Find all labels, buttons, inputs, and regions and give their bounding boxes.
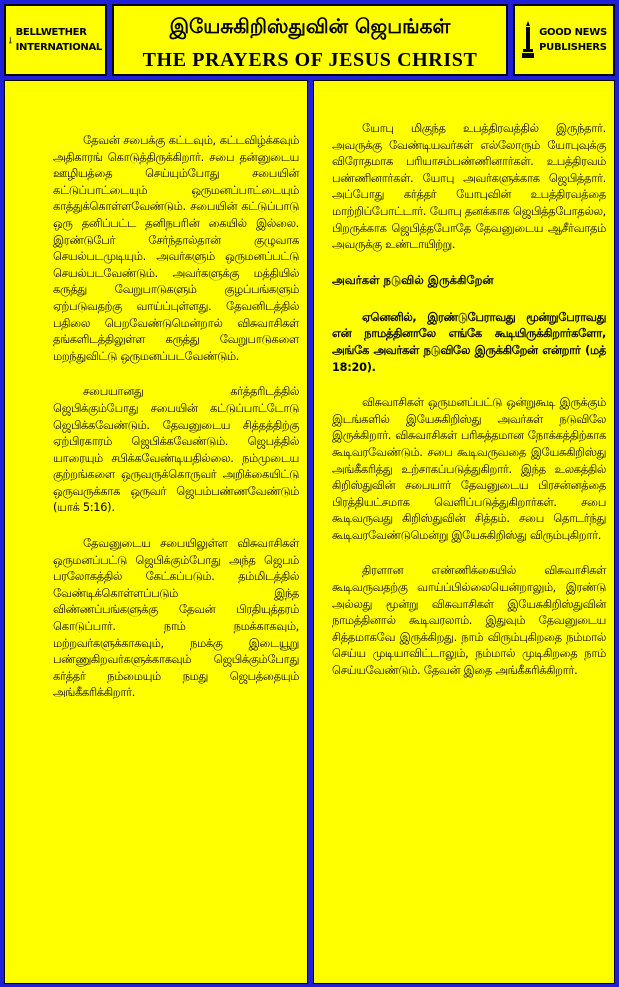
paragraph: தேவனுடைய சபையிலுள்ள விசுவாசிகள் ஒருமனப்பட்டு ஜெபிக்கும்போது அந்த ஜெபம் பரலோகத்தில் கேட்கப்படும். தம்மிடத்தில் வேண்டிக்கொள்ளப்படும் இந்த விண்ணப்பங்களுக்கு தேவன் பிரதியுத்தரம் கொடுப்பார். நாம் நமக்காகவும், மற்றவர்களுக்காகவும், நமக்கு இடையூறு பண்ணுகிறவர்களுக்காகவும் ஜெபிக்கும்போது கர்த்தர் நம்மையும் நமது ஜெபத்தையும் அங்கீகரிக்கிறார். [53,537,299,700]
paragraph: திரளான எண்ணிக்கையில் விசுவாசிகள் கூடிவருவதற்கு வாய்ப்பில்லையென்றாலும், இரண்டு அல்லது மூன்று விசுவாசிகள் இயேசுகிறிஸ்துவின் நாமத்தினால் கூடிவரலாம். இதுவும் தேவனுடைய சித்தமாகவே இருக்கிறது. நாம் விரும்புகிறதை நம்மால் செய்ய முடியாவிட்டாலும், நம்மால் முடிகிறதை நாம் செய்யவேண்டும். தேவன் இதை அங்கீகரிக்கிறார். [332,564,606,678]
title-box [112,4,508,76]
candle-icon [521,20,535,60]
paragraph: தேவன் சபைக்கு கட்டவும், கட்டவிழ்க்கவும் அதிகாரங் கொடுத்திருக்கிறார். சபை தன்னுடைய ஊழியத்தை செய்யும்போது சபையின் கட்டுப்பாட்டையும் ஒருமனப்பாட்டையும் காத்துக்கொள்ளவேண்டும். சபையின் கட்டுப்பாடு ஒரு தனிப்பட்ட தனிநபரின் கையில் இல்லை. இரண்டுபேர் சேர்ந்தால்தான் குழுவாக செயல்படமுடியும். அவர்களும் ஒருமனப்பட்டு செயல்படவேண்டும். அவர்களுக்கு மத்தியில் கருத்து வேறுபாடுகளும் குழப்பங்களும் ஏற்படுவதற்கு வாய்ப்புள்ளது. தேவனிடத்தில் பதிலை பெறவேண்டுமென்றால் விசுவாசிகள் தங்களிடத்திலுள்ள கருத்து வேறுபாடுகளை மறந்துவிட்டு ஒருமனப்படவேண்டும். [53,134,299,363]
logo-line-2: INTERNATIONAL [15,42,102,53]
scripture-verse: ஏனெனில், இரண்டுபேராவது மூன்றுபேராவது என் நாமத்தினாலே எங்கே கூடியிருக்கிறார்களோ, அங்கே அவர்கள் நடுவிலே இருக்கிறேன் என்றார் (மத் 18:20). [332,310,606,374]
left-column [4,80,308,984]
section-heading: அவர்கள் நடுவில் இருக்கிறேன் [332,272,494,287]
paragraph: சபையானது கர்த்தரிடத்தில் ஜெபிக்கும்போது சபையின் கட்டுப்பாட்டோடு ஜெபிக்கவேண்டும். தேவனுடைய சித்தத்திற்கு ஏற்பிரகாரம் ஜெபிக்கவேண்டும். ஜெபத்தில் யாரையும் சபிக்கவேண்டியதில்லை. நம்முடைய குற்றங்களை ஒருவருக்கொருவர் அறிக்கையிட்டு ஒருவருக்காக ஒருவர் ஜெபம்பண்ணவேண்டும் (யாக் 5:16). [53,385,299,515]
candle-icon [9,20,12,60]
page-title-tamil: இயேசுகிறிஸ்துவின் ஜெபங்கள் [169,14,451,38]
logo-line-1: GOOD NEWS [539,27,607,38]
good-news-logo [513,4,615,76]
paragraph: விசுவாசிகள் ஒருமனப்பட்டு ஒன்றுகூடி இருக்கும் இடங்களில் இயேசுகிறிஸ்து அவர்கள் நடுவிலே இருக்கிறார். விசுவாசிகள் பரிசுத்தமான நோக்கத்திற்காக கூடிவரவேண்டும். சபை கூடிவருவதை இயேசுகிறிஸ்து அங்கீகரித்து உற்சாகப்படுத்துகிறார். இந்த உலகத்தில் கிறிஸ்துவின் சபையார் தேவனுடைய பிரசன்னத்தை பிரத்தியட்சமாக வெளிப்படுத்துகிறார்கள். சபை கூடிவருவது கிறிஸ்துவின் சித்தம். சபை தொடர்ந்து கூடிவரவேண்டுமென்று இயேசுகிறிஸ்து விரும்புகிறார். [332,396,606,542]
page-title-english: THE PRAYERS OF JESUS CHRIST [142,49,478,71]
logo-line-2: PUBLISHERS [539,42,607,53]
logo-line-1: BELLWETHER [15,27,87,38]
bellwether-logo [4,4,107,76]
right-column [313,80,615,984]
paragraph: யோபு மிகுந்த உபத்திரவத்தில் இருந்தார். அவருக்கு வேண்டியவர்கள் எல்லோரும் யோபுவுக்கு விரோதமாக பரியாசம்பண்ணினார்கள். உபத்திரவம் பண்ணினார்கள். யோபு அவர்களுக்காக ஜெபித்தார். அப்போது கர்த்தர் யோபுவின் உபத்திரவத்தை மாற்றிப்போட்டார். யோபு தனக்காக ஜெபித்தபோதல்ல, பிறருக்காக ஜெபித்தபோதே தேவனுடைய ஆசீர்வாதம் அவருக்கு உண்டாயிற்று. [332,122,606,252]
